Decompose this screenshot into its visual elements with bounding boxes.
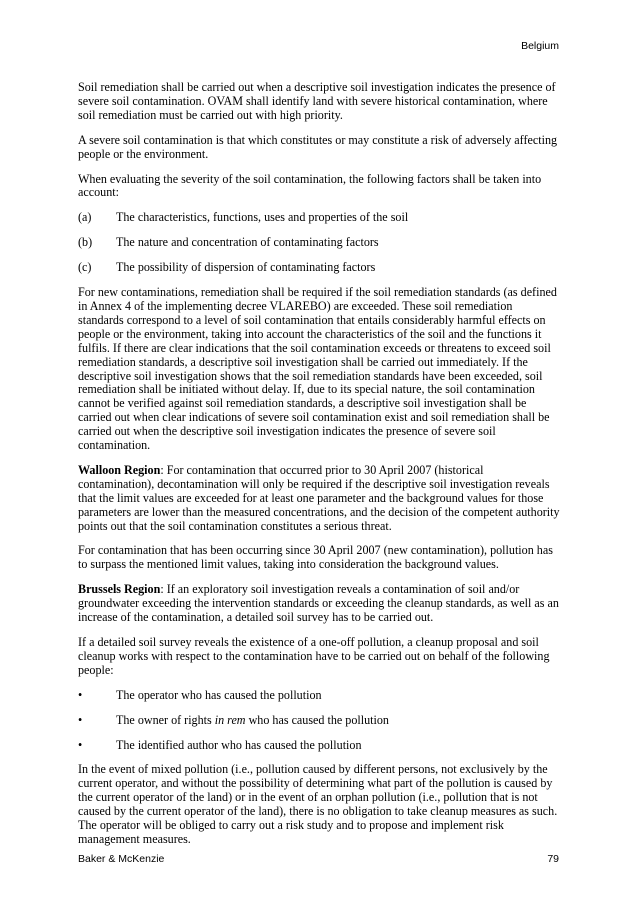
- factor-item: [78, 236, 560, 250]
- brussels-region-label: Brussels Region: [78, 582, 161, 597]
- walloon-region-text: : For contamination that occurred prior to 30 April 2007 (historical contamination), decontamination will only be required if the descriptive soil investigation reveals that the limit values are exceeded for at least one parameter and the background values for those parameters are lower than the measured concentrations, and the decision of the competent authority points out that the soil contamination constitutes a serious threat.: [78, 462, 560, 533]
- footer-firm-name: Baker & McKenzie: [78, 853, 165, 865]
- paragraph-one-off-pollution: If a detailed soil survey reveals the existence of a one-off pollution, a cleanup proposal and soil cleanup works with respect to the contamination have to be carried out on behalf of the following people:: [78, 635, 550, 677]
- paragraph-walloon-region: [78, 464, 560, 534]
- bullet-text: [116, 714, 560, 728]
- document-body: [78, 81, 560, 858]
- bullet-text-emphasis: in rem: [214, 712, 246, 727]
- bullet-text: The identified author who has caused the pollution: [116, 737, 362, 752]
- bullet-item: [78, 714, 560, 728]
- bullet-text-post: who has caused the pollution: [245, 712, 389, 727]
- paragraph-new-contaminations: For new contaminations, remediation shall be required if the soil remediation standards (as defined in Annex 4 of the implementing decree VLAREBO) are exceeded. These soil remediation standards correspond to a level of soil contamination that entails considerably harmful effects on people or the environment, taking into account the characteristics of the soil and the functions it fulfils. If there are clear indications that the soil contamination exceeds or threatens to exceed soil remediation standards, a descriptive soil investigation shall be carried out immediately. If the descriptive soil investigation shows that the soil remediation standards have been exceeded, soil remediation shall be initiated without delay. If, due to its special nature, the soil contamination cannot be verified against soil remediation standards, a descriptive soil investigation shall be carried out when clear indications of severe soil contamination exist and soil remediation shall be carried out when the descriptive soil investigation indicates the presence of severe soil contamination.: [78, 285, 557, 453]
- factor-marker: (c): [78, 260, 92, 275]
- paragraph-evaluation-factors: When evaluating the severity of the soil contamination, the following factors shall be taken into account:: [78, 171, 542, 200]
- factor-marker: (b): [78, 235, 93, 250]
- bullet-item: [78, 739, 560, 753]
- factor-text: The characteristics, functions, uses and properties of the soil: [116, 210, 409, 225]
- factor-text: The possibility of dispersion of contaminating factors: [116, 260, 376, 275]
- bullet-icon: •: [78, 737, 83, 752]
- factor-item: [78, 211, 560, 225]
- footer-page-number: 79: [547, 853, 559, 865]
- bullet-item: [78, 689, 560, 703]
- paragraph-mixed-pollution: In the event of mixed pollution (i.e., pollution caused by different persons, not exclusively by the current operator, and without the possibility of determining what part of the pollution is caused by the current operator of the land) or in the event of an orphan pollution (i.e., pollution that is not caused by the current operator of the land), there is no obligation to take cleanup measures as such. The operator will be obliged to carry out a risk study and to propose and implement risk management measures.: [78, 762, 558, 846]
- factor-text: The nature and concentration of contaminating factors: [116, 235, 379, 250]
- page-header-country: Belgium: [521, 40, 559, 52]
- bullet-icon: •: [78, 712, 83, 727]
- factor-marker: (a): [78, 210, 92, 225]
- walloon-region-label: Walloon Region: [78, 462, 161, 477]
- bullet-text-pre: The owner of rights: [116, 712, 215, 727]
- brussels-region-text: : If an exploratory soil investigation reveals a contamination of soil and/or groundwater exceeding the intervention standards or exceeding the cleanup standards, as well as an increase of the contamination, a detailed soil survey has to be carried out.: [78, 582, 559, 625]
- bullet-text: The operator who has caused the pollution: [116, 687, 322, 702]
- factor-item: [78, 261, 560, 275]
- paragraph-severe-contamination: A severe soil contamination is that which constitutes or may constitute a risk of adversely affecting people or the environment.: [78, 132, 558, 161]
- paragraph-remediation-intro: Soil remediation shall be carried out when a descriptive soil investigation indicates the presence of severe soil contamination. OVAM shall identify land with severe historical contamination, where soil remediation must be carried out with high priority.: [78, 80, 556, 122]
- paragraph-new-contamination-2007: For contamination that has been occurring since 30 April 2007 (new contamination), pollution has to surpass the mentioned limit values, taking into consideration the background values.: [78, 543, 553, 572]
- bullet-icon: •: [78, 687, 83, 702]
- paragraph-brussels-region: [78, 583, 560, 625]
